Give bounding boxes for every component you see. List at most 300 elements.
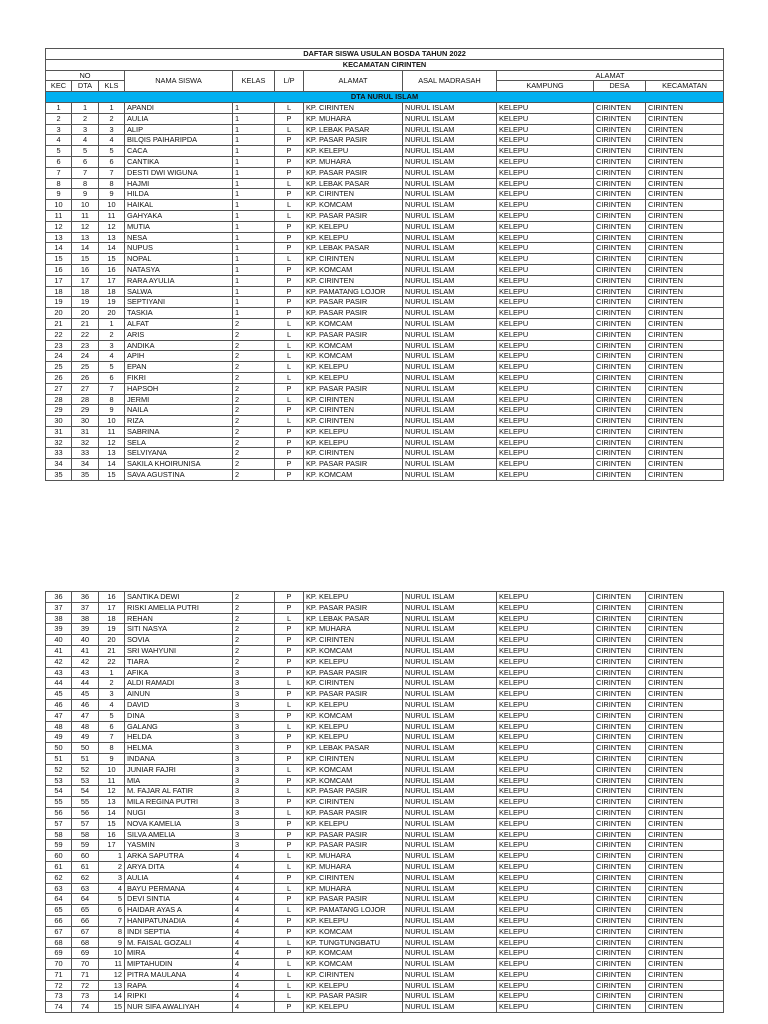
cell-lp: P <box>275 592 304 603</box>
cell-kls: 10 <box>99 948 125 959</box>
cell-kec: 20 <box>46 308 72 319</box>
cell-kls: 4 <box>99 883 125 894</box>
cell-desa: CIRINTEN <box>594 861 646 872</box>
cell-kampung: KELEPU <box>497 243 594 254</box>
cell-desa: CIRINTEN <box>594 102 646 113</box>
cell-asal: NURUL ISLAM <box>403 948 497 959</box>
table-row <box>46 200 724 211</box>
header-kampung: KAMPUNG <box>497 81 594 92</box>
cell-dta: 16 <box>72 264 99 275</box>
cell-dta: 22 <box>72 329 99 340</box>
cell-kelas: 2 <box>233 426 275 437</box>
cell-kec: 37 <box>46 602 72 613</box>
cell-alamat: KP. KELEPU <box>304 221 403 232</box>
cell-kampung: KELEPU <box>497 883 594 894</box>
cell-dta: 35 <box>72 470 99 481</box>
cell-asal: NURUL ISLAM <box>403 861 497 872</box>
cell-kelas: 4 <box>233 915 275 926</box>
cell-desa: CIRINTEN <box>594 405 646 416</box>
cell-kls: 9 <box>99 937 125 948</box>
cell-kelas: 2 <box>233 405 275 416</box>
cell-kelas: 1 <box>233 264 275 275</box>
cell-kec: 72 <box>46 980 72 991</box>
cell-nama: M. FAISAL GOZALI <box>125 937 233 948</box>
cell-kls: 17 <box>99 602 125 613</box>
table-row <box>46 297 724 308</box>
table-row <box>46 459 724 470</box>
table-row <box>46 470 724 481</box>
cell-alamat: KP. PASAR PASIR <box>304 329 403 340</box>
table-row <box>46 592 724 603</box>
cell-kelas: 1 <box>233 210 275 221</box>
cell-kelas: 1 <box>233 178 275 189</box>
cell-nama: FIKRI <box>125 372 233 383</box>
cell-desa: CIRINTEN <box>594 232 646 243</box>
cell-kelas: 3 <box>233 818 275 829</box>
cell-alamat: KP. KELEPU <box>304 980 403 991</box>
cell-asal: NURUL ISLAM <box>403 405 497 416</box>
table-row <box>46 689 724 700</box>
cell-kec: 29 <box>46 405 72 416</box>
cell-kecamatan: CIRINTEN <box>646 329 724 340</box>
cell-lp: P <box>275 829 304 840</box>
header-kec: KEC <box>46 81 72 92</box>
cell-kls: 10 <box>99 764 125 775</box>
cell-asal: NURUL ISLAM <box>403 840 497 851</box>
cell-kec: 12 <box>46 221 72 232</box>
cell-kls: 8 <box>99 394 125 405</box>
cell-asal: NURUL ISLAM <box>403 656 497 667</box>
cell-desa: CIRINTEN <box>594 699 646 710</box>
cell-kec: 53 <box>46 775 72 786</box>
table-row <box>46 329 724 340</box>
cell-alamat: KP. KOMCAM <box>304 948 403 959</box>
cell-kls: 8 <box>99 743 125 754</box>
cell-kecamatan: CIRINTEN <box>646 645 724 656</box>
cell-kecamatan: CIRINTEN <box>646 232 724 243</box>
cell-kecamatan: CIRINTEN <box>646 753 724 764</box>
cell-dta: 41 <box>72 645 99 656</box>
header-kelas: KELAS <box>233 70 275 92</box>
cell-desa: CIRINTEN <box>594 297 646 308</box>
cell-kec: 74 <box>46 1002 72 1013</box>
cell-kampung: KELEPU <box>497 786 594 797</box>
table-row <box>46 807 724 818</box>
cell-desa: CIRINTEN <box>594 135 646 146</box>
cell-kampung: KELEPU <box>497 829 594 840</box>
cell-alamat: KP. KELEPU <box>304 1002 403 1013</box>
table-row <box>46 351 724 362</box>
cell-kls: 20 <box>99 635 125 646</box>
cell-kls: 6 <box>99 905 125 916</box>
cell-kecamatan: CIRINTEN <box>646 797 724 808</box>
cell-asal: NURUL ISLAM <box>403 699 497 710</box>
cell-dta: 40 <box>72 635 99 646</box>
cell-kec: 30 <box>46 416 72 427</box>
cell-lp: P <box>275 624 304 635</box>
cell-nama: CANTIKA <box>125 156 233 167</box>
cell-kls: 7 <box>99 383 125 394</box>
header-alamat: ALAMAT <box>304 70 403 92</box>
cell-alamat: KP. PASAR PASIR <box>304 894 403 905</box>
table-row <box>46 645 724 656</box>
student-rows-part-2 <box>46 592 724 1013</box>
table-row <box>46 254 724 265</box>
cell-kelas: 2 <box>233 635 275 646</box>
cell-dta: 66 <box>72 915 99 926</box>
cell-asal: NURUL ISLAM <box>403 786 497 797</box>
cell-desa: CIRINTEN <box>594 426 646 437</box>
cell-kampung: KELEPU <box>497 613 594 624</box>
cell-kls: 3 <box>99 340 125 351</box>
cell-kampung: KELEPU <box>497 286 594 297</box>
cell-kec: 13 <box>46 232 72 243</box>
table-row <box>46 135 724 146</box>
cell-dta: 33 <box>72 448 99 459</box>
cell-kecamatan: CIRINTEN <box>646 243 724 254</box>
cell-kelas: 1 <box>233 286 275 297</box>
cell-asal: NURUL ISLAM <box>403 308 497 319</box>
cell-kampung: KELEPU <box>497 221 594 232</box>
table-row <box>46 394 724 405</box>
table-row <box>46 959 724 970</box>
cell-dta: 53 <box>72 775 99 786</box>
cell-nama: DEVI SINTIA <box>125 894 233 905</box>
table-row <box>46 872 724 883</box>
cell-kelas: 2 <box>233 448 275 459</box>
cell-nama: MILA REGINA PUTRI <box>125 797 233 808</box>
cell-kec: 27 <box>46 383 72 394</box>
cell-alamat: KP. MUHARA <box>304 851 403 862</box>
cell-asal: NURUL ISLAM <box>403 829 497 840</box>
cell-kelas: 4 <box>233 926 275 937</box>
cell-nama: INDI SEPTIA <box>125 926 233 937</box>
cell-lp: L <box>275 807 304 818</box>
cell-lp: L <box>275 851 304 862</box>
cell-kampung: KELEPU <box>497 689 594 700</box>
cell-kecamatan: CIRINTEN <box>646 667 724 678</box>
document-subtitle: KECAMATAN CIRINTEN <box>46 59 724 70</box>
cell-desa: CIRINTEN <box>594 448 646 459</box>
cell-kelas: 2 <box>233 437 275 448</box>
table-row <box>46 232 724 243</box>
cell-nama: RARA AYULIA <box>125 275 233 286</box>
cell-desa: CIRINTEN <box>594 318 646 329</box>
cell-lp: P <box>275 437 304 448</box>
cell-kec: 51 <box>46 753 72 764</box>
cell-asal: NURUL ISLAM <box>403 200 497 211</box>
cell-dta: 47 <box>72 710 99 721</box>
cell-desa: CIRINTEN <box>594 437 646 448</box>
header-asal: ASAL MADRASAH <box>403 70 497 92</box>
cell-desa: CIRINTEN <box>594 459 646 470</box>
cell-desa: CIRINTEN <box>594 275 646 286</box>
cell-kelas: 2 <box>233 656 275 667</box>
cell-kelas: 3 <box>233 732 275 743</box>
cell-nama: TIARA <box>125 656 233 667</box>
cell-dta: 29 <box>72 405 99 416</box>
cell-alamat: KP. CIRINTEN <box>304 448 403 459</box>
cell-kelas: 2 <box>233 470 275 481</box>
cell-kec: 17 <box>46 275 72 286</box>
cell-kecamatan: CIRINTEN <box>646 699 724 710</box>
cell-kec: 44 <box>46 678 72 689</box>
cell-kampung: KELEPU <box>497 340 594 351</box>
cell-alamat: KP. PASAR PASIR <box>304 308 403 319</box>
cell-dta: 51 <box>72 753 99 764</box>
table-row <box>46 818 724 829</box>
cell-asal: NURUL ISLAM <box>403 753 497 764</box>
cell-kls: 5 <box>99 146 125 157</box>
cell-asal: NURUL ISLAM <box>403 470 497 481</box>
cell-kampung: KELEPU <box>497 667 594 678</box>
cell-nama: SAVA AGUSTINA <box>125 470 233 481</box>
cell-kampung: KELEPU <box>497 743 594 754</box>
header-alamat-group: ALAMAT <box>497 70 724 81</box>
cell-kampung: KELEPU <box>497 416 594 427</box>
cell-kec: 40 <box>46 635 72 646</box>
cell-kls: 11 <box>99 426 125 437</box>
cell-kampung: KELEPU <box>497 592 594 603</box>
cell-nama: SILVA AMELIA <box>125 829 233 840</box>
table-row <box>46 308 724 319</box>
cell-kls: 21 <box>99 645 125 656</box>
cell-desa: CIRINTEN <box>594 613 646 624</box>
cell-nama: HELMA <box>125 743 233 754</box>
cell-dta: 70 <box>72 959 99 970</box>
cell-dta: 56 <box>72 807 99 818</box>
cell-kls: 12 <box>99 969 125 980</box>
cell-asal: NURUL ISLAM <box>403 1002 497 1013</box>
cell-kampung: KELEPU <box>497 178 594 189</box>
cell-asal: NURUL ISLAM <box>403 329 497 340</box>
cell-asal: NURUL ISLAM <box>403 775 497 786</box>
cell-kelas: 2 <box>233 416 275 427</box>
table-row <box>46 797 724 808</box>
cell-lp: L <box>275 991 304 1002</box>
cell-asal: NURUL ISLAM <box>403 678 497 689</box>
table-row <box>46 775 724 786</box>
table-row <box>46 915 724 926</box>
cell-desa: CIRINTEN <box>594 926 646 937</box>
cell-desa: CIRINTEN <box>594 470 646 481</box>
cell-kampung: KELEPU <box>497 753 594 764</box>
cell-desa: CIRINTEN <box>594 200 646 211</box>
cell-dta: 62 <box>72 872 99 883</box>
cell-kec: 52 <box>46 764 72 775</box>
cell-kls: 14 <box>99 459 125 470</box>
table-row <box>46 448 724 459</box>
cell-desa: CIRINTEN <box>594 948 646 959</box>
cell-kecamatan: CIRINTEN <box>646 124 724 135</box>
cell-kec: 15 <box>46 254 72 265</box>
cell-alamat: KP. CIRINTEN <box>304 678 403 689</box>
cell-kelas: 2 <box>233 340 275 351</box>
cell-kelas: 2 <box>233 624 275 635</box>
table-row <box>46 383 724 394</box>
cell-kampung: KELEPU <box>497 872 594 883</box>
cell-kampung: KELEPU <box>497 351 594 362</box>
cell-desa: CIRINTEN <box>594 221 646 232</box>
cell-lp: P <box>275 732 304 743</box>
cell-lp: P <box>275 448 304 459</box>
cell-kelas: 2 <box>233 459 275 470</box>
cell-nama: NOPAL <box>125 254 233 265</box>
cell-alamat: KP. KOMCAM <box>304 351 403 362</box>
cell-asal: NURUL ISLAM <box>403 710 497 721</box>
cell-dta: 10 <box>72 200 99 211</box>
cell-kecamatan: CIRINTEN <box>646 254 724 265</box>
cell-kampung: KELEPU <box>497 959 594 970</box>
cell-kecamatan: CIRINTEN <box>646 948 724 959</box>
cell-dta: 34 <box>72 459 99 470</box>
cell-kelas: 3 <box>233 678 275 689</box>
table-row <box>46 732 724 743</box>
cell-kecamatan: CIRINTEN <box>646 656 724 667</box>
cell-dta: 20 <box>72 308 99 319</box>
cell-kls: 13 <box>99 980 125 991</box>
cell-alamat: KP. KOMCAM <box>304 318 403 329</box>
cell-alamat: KP. KOMCAM <box>304 264 403 275</box>
cell-dta: 72 <box>72 980 99 991</box>
cell-nama: DAVID <box>125 699 233 710</box>
cell-kecamatan: CIRINTEN <box>646 405 724 416</box>
cell-desa: CIRINTEN <box>594 959 646 970</box>
cell-kec: 9 <box>46 189 72 200</box>
cell-kelas: 4 <box>233 861 275 872</box>
cell-kecamatan: CIRINTEN <box>646 678 724 689</box>
cell-kecamatan: CIRINTEN <box>646 448 724 459</box>
table-row <box>46 969 724 980</box>
cell-kecamatan: CIRINTEN <box>646 351 724 362</box>
table-row <box>46 167 724 178</box>
cell-asal: NURUL ISLAM <box>403 178 497 189</box>
cell-kecamatan: CIRINTEN <box>646 210 724 221</box>
cell-lp: P <box>275 470 304 481</box>
cell-desa: CIRINTEN <box>594 786 646 797</box>
cell-lp: P <box>275 710 304 721</box>
cell-kec: 46 <box>46 699 72 710</box>
header-row-1 <box>46 70 724 81</box>
cell-kampung: KELEPU <box>497 905 594 916</box>
table-row <box>46 743 724 754</box>
cell-nama: MIA <box>125 775 233 786</box>
cell-asal: NURUL ISLAM <box>403 113 497 124</box>
cell-dta: 26 <box>72 372 99 383</box>
cell-kelas: 4 <box>233 937 275 948</box>
cell-lp: L <box>275 394 304 405</box>
cell-dta: 36 <box>72 592 99 603</box>
cell-kampung: KELEPU <box>497 437 594 448</box>
cell-nama: NUPUS <box>125 243 233 254</box>
cell-kelas: 3 <box>233 667 275 678</box>
cell-kampung: KELEPU <box>497 721 594 732</box>
cell-desa: CIRINTEN <box>594 416 646 427</box>
cell-kec: 48 <box>46 721 72 732</box>
cell-desa: CIRINTEN <box>594 146 646 157</box>
header-kls: KLS <box>99 81 125 92</box>
cell-nama: MUTIA <box>125 221 233 232</box>
cell-kelas: 2 <box>233 329 275 340</box>
cell-kelas: 2 <box>233 645 275 656</box>
cell-kls: 15 <box>99 1002 125 1013</box>
cell-desa: CIRINTEN <box>594 883 646 894</box>
cell-kelas: 3 <box>233 689 275 700</box>
cell-dta: 45 <box>72 689 99 700</box>
cell-nama: SEPTIYANI <box>125 297 233 308</box>
cell-kecamatan: CIRINTEN <box>646 969 724 980</box>
cell-kelas: 1 <box>233 113 275 124</box>
cell-alamat: KP. PASAR PASIR <box>304 135 403 146</box>
cell-nama: NAILA <box>125 405 233 416</box>
cell-desa: CIRINTEN <box>594 905 646 916</box>
cell-alamat: KP. PASAR PASIR <box>304 829 403 840</box>
table-row <box>46 221 724 232</box>
cell-nama: SELVIYANA <box>125 448 233 459</box>
cell-nama: PITRA MAULANA <box>125 969 233 980</box>
cell-kls: 4 <box>99 351 125 362</box>
cell-desa: CIRINTEN <box>594 394 646 405</box>
cell-kls: 19 <box>99 624 125 635</box>
cell-kecamatan: CIRINTEN <box>646 275 724 286</box>
cell-kls: 22 <box>99 656 125 667</box>
cell-kls: 3 <box>99 872 125 883</box>
table-row <box>46 362 724 373</box>
cell-kls: 19 <box>99 297 125 308</box>
cell-desa: CIRINTEN <box>594 753 646 764</box>
cell-kec: 34 <box>46 459 72 470</box>
cell-lp: P <box>275 635 304 646</box>
cell-dta: 57 <box>72 818 99 829</box>
cell-lp: P <box>275 602 304 613</box>
cell-kecamatan: CIRINTEN <box>646 883 724 894</box>
cell-nama: HAJMI <box>125 178 233 189</box>
table-row <box>46 340 724 351</box>
cell-kampung: KELEPU <box>497 980 594 991</box>
cell-kls: 2 <box>99 861 125 872</box>
cell-dta: 54 <box>72 786 99 797</box>
cell-nama: ALFAT <box>125 318 233 329</box>
cell-desa: CIRINTEN <box>594 383 646 394</box>
cell-kecamatan: CIRINTEN <box>646 624 724 635</box>
cell-alamat: KP. PASAR PASIR <box>304 167 403 178</box>
cell-lp: L <box>275 905 304 916</box>
cell-kelas: 4 <box>233 980 275 991</box>
cell-kls: 12 <box>99 786 125 797</box>
cell-kecamatan: CIRINTEN <box>646 297 724 308</box>
cell-asal: NURUL ISLAM <box>403 167 497 178</box>
cell-lp: P <box>275 113 304 124</box>
cell-kecamatan: CIRINTEN <box>646 437 724 448</box>
cell-nama: RIPKI <box>125 991 233 1002</box>
cell-asal: NURUL ISLAM <box>403 807 497 818</box>
cell-nama: RAPA <box>125 980 233 991</box>
cell-asal: NURUL ISLAM <box>403 124 497 135</box>
cell-kecamatan: CIRINTEN <box>646 200 724 211</box>
cell-asal: NURUL ISLAM <box>403 764 497 775</box>
cell-desa: CIRINTEN <box>594 969 646 980</box>
cell-dta: 17 <box>72 275 99 286</box>
cell-lp: P <box>275 297 304 308</box>
cell-alamat: KP. KELEPU <box>304 721 403 732</box>
table-row <box>46 243 724 254</box>
table-row <box>46 602 724 613</box>
cell-asal: NURUL ISLAM <box>403 210 497 221</box>
cell-alamat: KP. PASAR PASIR <box>304 667 403 678</box>
cell-alamat: KP. PASAR PASIR <box>304 991 403 1002</box>
cell-kls: 20 <box>99 308 125 319</box>
cell-nama: APIH <box>125 351 233 362</box>
